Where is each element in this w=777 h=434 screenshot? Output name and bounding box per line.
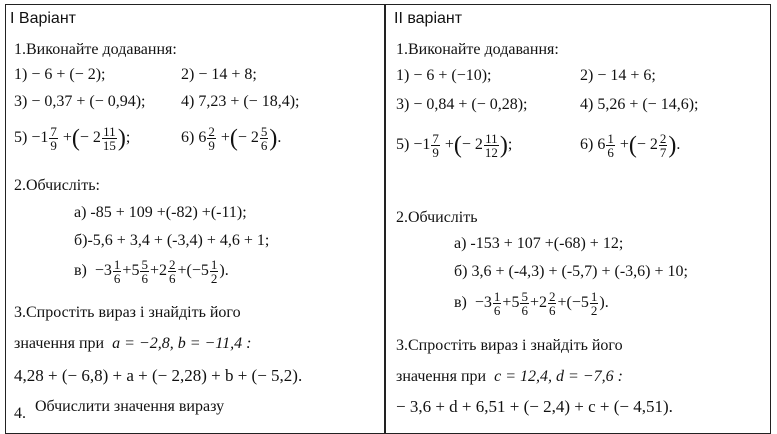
task-1-expr-2: 2) − 14 + 6; — [580, 67, 656, 84]
task-2-c: в) −3 $\frac{1}{6}$ +5 $\frac{5}{6}$ +2 $\frac{2}{6}$ +(−5 $\frac{1}{2}$ ). — [74, 257, 229, 286]
task-2-a: а) -85 + 109 +(-82) +(-11); — [74, 204, 247, 221]
task-1-expr-4: 4) 7,23 + (− 18,4); — [181, 93, 300, 110]
task-4-number: 4. — [14, 405, 26, 422]
task-1-expr-1: 1) − 6 + (−10); — [396, 67, 492, 84]
task-1-expr-5: 5) −1 $\frac{7}{9}$ +(− 2 $\frac{11}{15}$ ); — [14, 124, 131, 153]
task-2-title: 2.Обчисліть: — [14, 177, 100, 194]
task-3-line2: значення при c = 12,4, d = −7,6 : — [396, 368, 623, 385]
task-3-vars: a = −2,8, b = −11,4 : — [112, 335, 252, 352]
task-1-expr-2: 2) − 14 + 8; — [181, 66, 257, 83]
task-2-a: а) -153 + 107 +(-68) + 12; — [454, 235, 624, 252]
task-3-title: 3.Спростіть вираз і знайдіть його — [396, 337, 623, 354]
task-1-expr-5: 5) −1 $\frac{7}{9}$ +(− 2 $\frac{11}{12}$ ); — [396, 131, 513, 160]
task-1-expr-3: 3) − 0,37 + (− 0,94); — [14, 93, 146, 110]
task-1-expr-6: 6) 6 $\frac{1}{6}$ +(− 2 $\frac{2}{7}$ ). — [580, 131, 681, 160]
column-divider — [384, 4, 386, 434]
task-3-expression: 4,28 + (− 6,8) + a + (− 2,28) + b + (− 5,2). — [14, 366, 303, 385]
task-2-title: 2.Обчисліть — [396, 209, 478, 226]
task-1-title: 1.Виконайте додавання: — [14, 41, 177, 58]
variant-2-header: ІІ варіант — [394, 10, 463, 27]
task-4-title: Обчислити значення виразу — [35, 398, 225, 415]
task-3-title: 3.Спростіть вираз і знайдіть його — [14, 304, 241, 321]
variant-1-column — [6, 4, 383, 426]
variant-1-header: І Варіант — [10, 10, 76, 27]
variant-2-column — [388, 4, 771, 426]
task-3-vars: c = 12,4, d = −7,6 : — [494, 368, 623, 385]
task-1-expr-3: 3) − 0,84 + (− 0,28); — [396, 96, 528, 113]
task-1-expr-4: 4) 5,26 + (− 14,6); — [580, 96, 699, 113]
task-1-title: 1.Виконайте додавання: — [396, 41, 559, 58]
task-1-expr-1: 1) − 6 + (− 2); — [14, 66, 106, 83]
task-2-c: в) −3 $\frac{1}{6}$ +5 $\frac{5}{6}$ +2 $\frac{2}{6}$ +(−5 $\frac{1}{2}$ ). — [454, 289, 609, 318]
task-3-line2: значення при a = −2,8, b = −11,4 : — [14, 335, 252, 352]
task-2-b: б) 3,6 + (-4,3) + (-5,7) + (-3,6) + 10; — [454, 263, 688, 280]
task-1-expr-6: 6) 6 $\frac{2}{9}$ +(− 2 $\frac{5}{6}$ ). — [181, 124, 282, 153]
task-3-expression: − 3,6 + d + 6,51 + (− 2,4) + c + (− 4,51). — [396, 397, 673, 416]
task-2-b: б)-5,6 + 3,4 + (-3,4) + 4,6 + 1; — [74, 232, 270, 249]
